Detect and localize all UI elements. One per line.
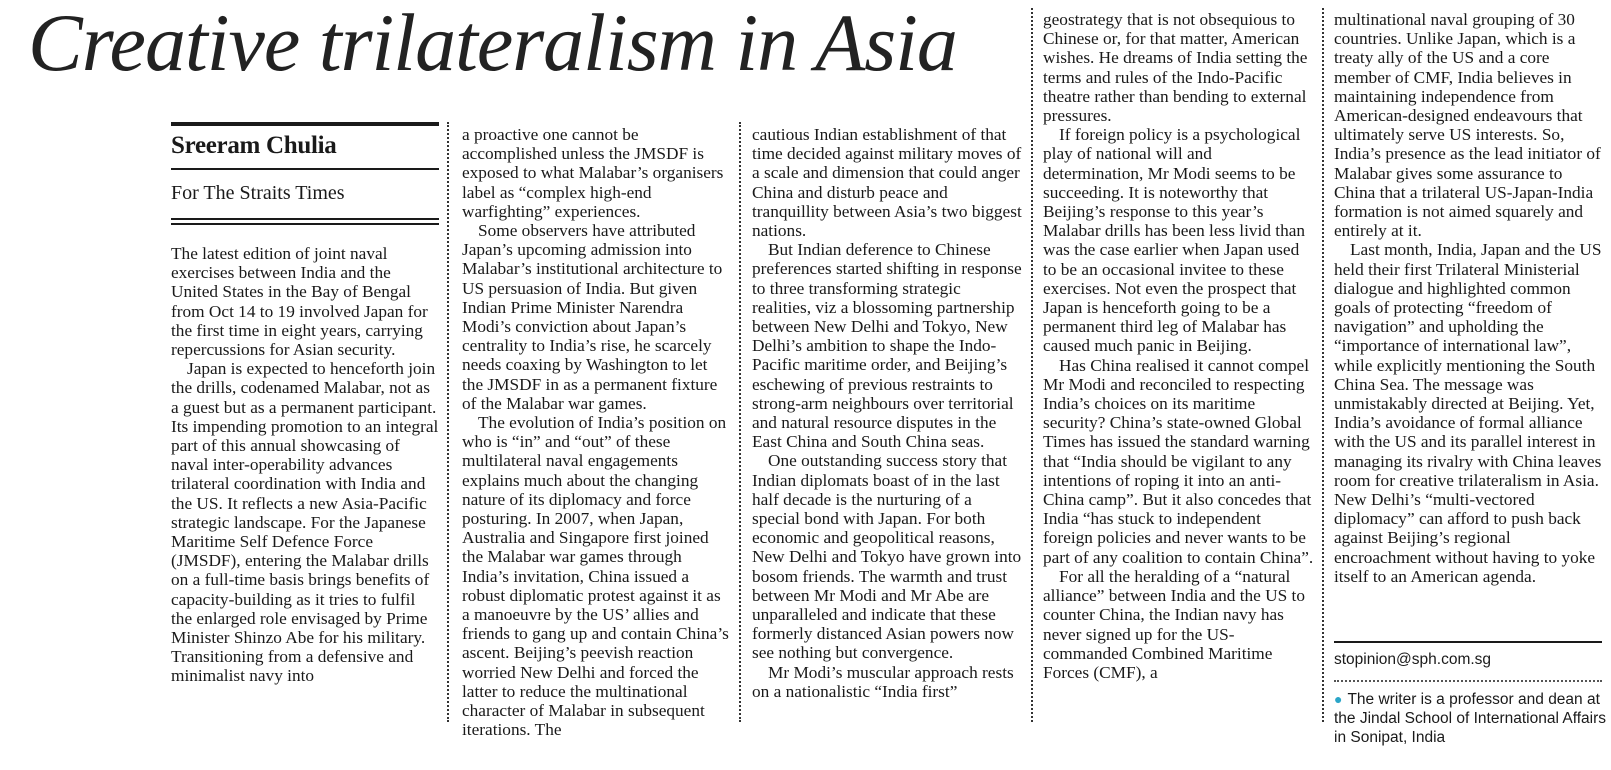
article-column-1 [171, 244, 439, 686]
article-column-4 [1043, 10, 1315, 682]
footer-dotted-rule [1334, 680, 1602, 682]
headline: Creative trilateralism in Asia [28, 0, 957, 88]
author-name: Sreeram Chulia [171, 132, 337, 159]
contact-email[interactable]: stopinion@sph.com.sg [1334, 651, 1492, 668]
byline [171, 122, 439, 225]
paragraph: Mr Modi’s muscular approach rests on a nationalistic “India first” [752, 662, 1014, 701]
paragraph: The latest edition of joint naval exercises between India and the United States in the Bay of Bengal from Oct 14 to 19 involved Japan for the first time in eight years, carrying repercussions for Asian security. [171, 244, 428, 360]
paragraph: But Indian deference to Chinese preferences started shifting in response to three transforming strategic realities, viz a blossoming partnership between New Delhi and Tokyo, New Delhi’s ambition to shape the Indo-Pacific maritime order, and Beijing’s eschewing of previous restraints to strong-arm neighbours over territorial and natural resource disputes in the East China and South China seas. [752, 240, 1022, 452]
outlet-name: For The Straits Times [171, 181, 345, 204]
article-column-5 [1334, 10, 1606, 586]
paragraph: If foreign policy is a psychological play of national will and determination, Mr Modi seems to be succeeding. It is noteworthy that Beijing’s response to this year’s Malabar drills has been less livid than was the case earlier when Japan used to be an occasional invitee to these exercises. Not even the prospect that Japan is henceforth going to be a permanent third leg of Malabar has caused much panic in Beijing. [1043, 125, 1306, 356]
author-bio-text: The writer is a professor and dean at the Jindal School of International Affairs in Sonipat, India [1334, 691, 1606, 746]
paragraph: multinational naval grouping of 30 countries. Unlike Japan, which is a treaty ally of the US and a core member of CMF, India believes in maintaining independence from American-designed endeavours that ultimately serve US interests. So, India’s presence as the lead initiator of Malabar gives some assurance to China that a trilateral US-Japan-India formation is not aimed squarely and entirely at it. [1334, 10, 1601, 241]
paragraph: Last month, India, Japan and the US held their first Trilateral Ministerial dialogue and highlighted common goals of protecting “freedom of navigation” and upholding the “importance of international law”, while explicitly mentioning the South China Sea. The message was unmistakably directed at Beijing. Yet, India’s avoidance of formal alliance with the US and its parallel interest in managing its rivalry with China leaves room for creative trilateralism in Asia. New Delhi’s “multi-vectored diplomacy” can afford to push back against Beijing’s regional encroachment without having to yoke itself to an American agenda. [1334, 240, 1602, 586]
column-divider [1322, 8, 1324, 722]
paragraph: Has China realised it cannot compel Mr Modi and reconciled to respecting India’s choices on its maritime security? China’s state-owned Global Times has issued the standard warning that “India should be vigilant to any intentions of roping it into an anti-China camp”. But it also concedes that India “has stuck to independent foreign policies and never wants to be part of any coalition to contain China”. [1043, 355, 1314, 567]
byline-bottom-rule [171, 218, 439, 225]
article-column-3 [752, 125, 1024, 701]
author-bio [1334, 690, 1606, 747]
paragraph: Japan is expected to henceforth join the drills, codenamed Malabar, not as a guest but as a permanent participant. Its impending promotion to an integral part of this annual showcasing of naval inter-operability advances trilateral coordination with India and the US. It reflects a new Asia-Pacific strategic landscape. For the Japanese Maritime Self Defence Force (JMSDF), entering the Malabar drills on a full-time basis brings benefits of capacity-building as it tries to fulfil the enlarged role envisaged by Prime Minister Shinzo Abe for his military. Transitioning from a defensive and minimalist navy into [171, 359, 439, 686]
paragraph: One outstanding success story that Indian diplomats boast of in the last half decade is the nurturing of a special bond with Japan. For both economic and geopolitical reasons, New Delhi and Tokyo have grown into bosom friends. The warmth and trust between Mr Modi and Mr Abe are unparalleled and indicate that these formerly distanced Asian powers now see nothing but convergence. [752, 451, 1022, 663]
article-column-2 [462, 125, 732, 740]
column-divider [447, 122, 449, 722]
paragraph: cautious Indian establishment of that time decided against military moves of a scale and dimension that could anger China and disturb peace and tranquillity between Asia’s two biggest nations. [752, 125, 1022, 241]
paragraph: a proactive one cannot be accomplished unless the JMSDF is exposed to what Malabar’s organisers label as “complex high-end warfighting” experiences. [462, 125, 724, 221]
paragraph: For all the heralding of a “natural alliance” between India and the US to counter China, the Indian navy has never signed up for the US-commanded Combined Maritime Forces (CMF), a [1043, 566, 1305, 682]
footer-rule [1334, 641, 1602, 643]
column-divider [1031, 8, 1033, 722]
paragraph: The evolution of India’s position on who is “in” and “out” of these multilateral naval engagements explains much about the changing nature of its diplomacy and force posturing. In 2007, when Japan, Australia and Singapore first joined the Malabar war games through India’s invitation, China issued a robust diplomatic protest against it as a manoeuvre by the US’ allies and friends to gang up and contain China’s ascent. Beijing’s peevish reaction worried New Delhi and forced the latter to reduce the multinational character of Malabar in subsequent iterations. The [462, 413, 729, 740]
paragraph: geostrategy that is not obsequious to Chinese or, for that matter, American wishes. He dreams of India setting the terms and rules of the Indo-Pacific theatre rather than bending to external pressures. [1043, 10, 1308, 126]
bullet-icon: ● [1334, 691, 1343, 707]
column-divider [739, 122, 741, 722]
paragraph: Some observers have attributed Japan’s upcoming admission into Malabar’s institutional architecture to US persuasion of India. But given Indian Prime Minister Narendra Modi’s conviction about Japan’s centrality to India’s rise, he scarcely needs coaxing by Washington to let the JMSDF in as a permanent fixture of the Malabar war games. [462, 221, 723, 413]
